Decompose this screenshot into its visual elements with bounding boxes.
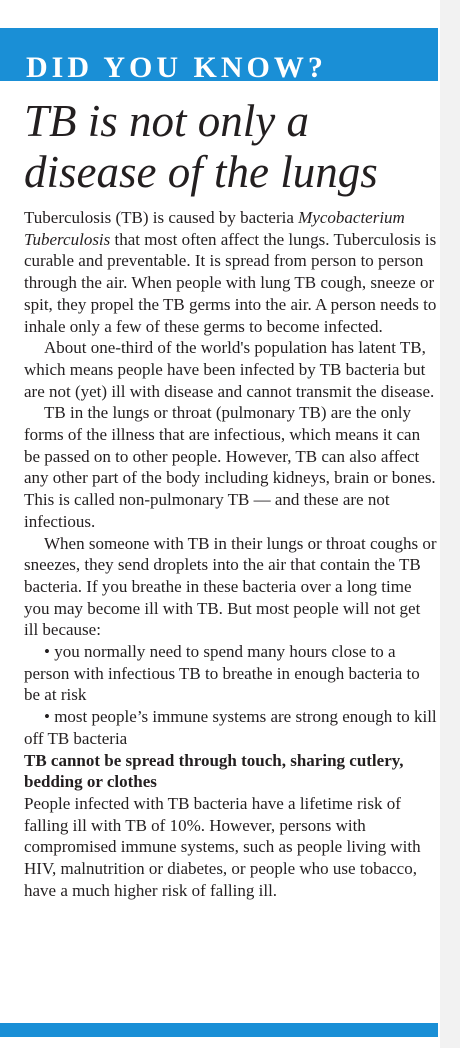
- paragraph-risk: People infected with TB bacteria have a lifetime risk of falling ill with TB of 10%. However, persons with compromised immune systems, such as people living with HIV, malnutrition or diabetes, or people who use tobacco, have a much higher risk of falling ill.: [24, 793, 421, 900]
- kicker-heading: DID YOU KNOW?: [26, 51, 327, 84]
- paragraph-intro: [24, 207, 438, 337]
- paragraph-latent-tb: About one-third of the world's population has latent TB, which means people have been infected by TB bacteria but are not (yet) ill with disease and cannot transmit the disease.: [24, 338, 435, 401]
- article-headline: TB is not only a disease of the lungs: [24, 96, 378, 197]
- paragraph-intro-start: Tuberculosis (TB) is caused by bacteria: [24, 208, 299, 227]
- paragraph-pulmonary-tb: TB in the lungs or throat (pulmonary TB) are the only forms of the illness that are infectious, which means it can be passed on to other people. However, TB can also affect any other part of the body including kidneys, brain or bones. This is called non-pulmonary TB — and these are not infectious.: [24, 403, 436, 531]
- paragraph-transmission: When someone with TB in their lungs or throat coughs or sneezes, they send droplets into the air that contain the TB bacteria. If you breathe in these bacteria over a long time you may become ill with TB. But most people will not get ill because:: [24, 533, 437, 640]
- article-body: [24, 207, 438, 902]
- footer-bar: [0, 1023, 438, 1037]
- subheading: TB cannot be spread through touch, sharing cutlery, bedding or clothes: [24, 750, 404, 792]
- bacteria-name: Mycobacterium Tuberculosis: [24, 208, 405, 249]
- paragraph-intro-rest: that most often affect the lungs. Tuberculosis is curable and preventable. It is spread from person to person through the air. When people with lung TB cough, sneeze or spit, they propel the TB germs into the air. A person needs to inhale only a few of these germs to become infected.: [24, 229, 437, 336]
- page-edge-strip: [440, 0, 460, 1048]
- bullet-item: • most people’s immune systems are strong enough to kill off TB bacteria: [24, 707, 437, 748]
- bullet-item: • you normally need to spend many hours close to a person with infectious TB to breathe in enough bacteria to be at risk: [24, 642, 420, 705]
